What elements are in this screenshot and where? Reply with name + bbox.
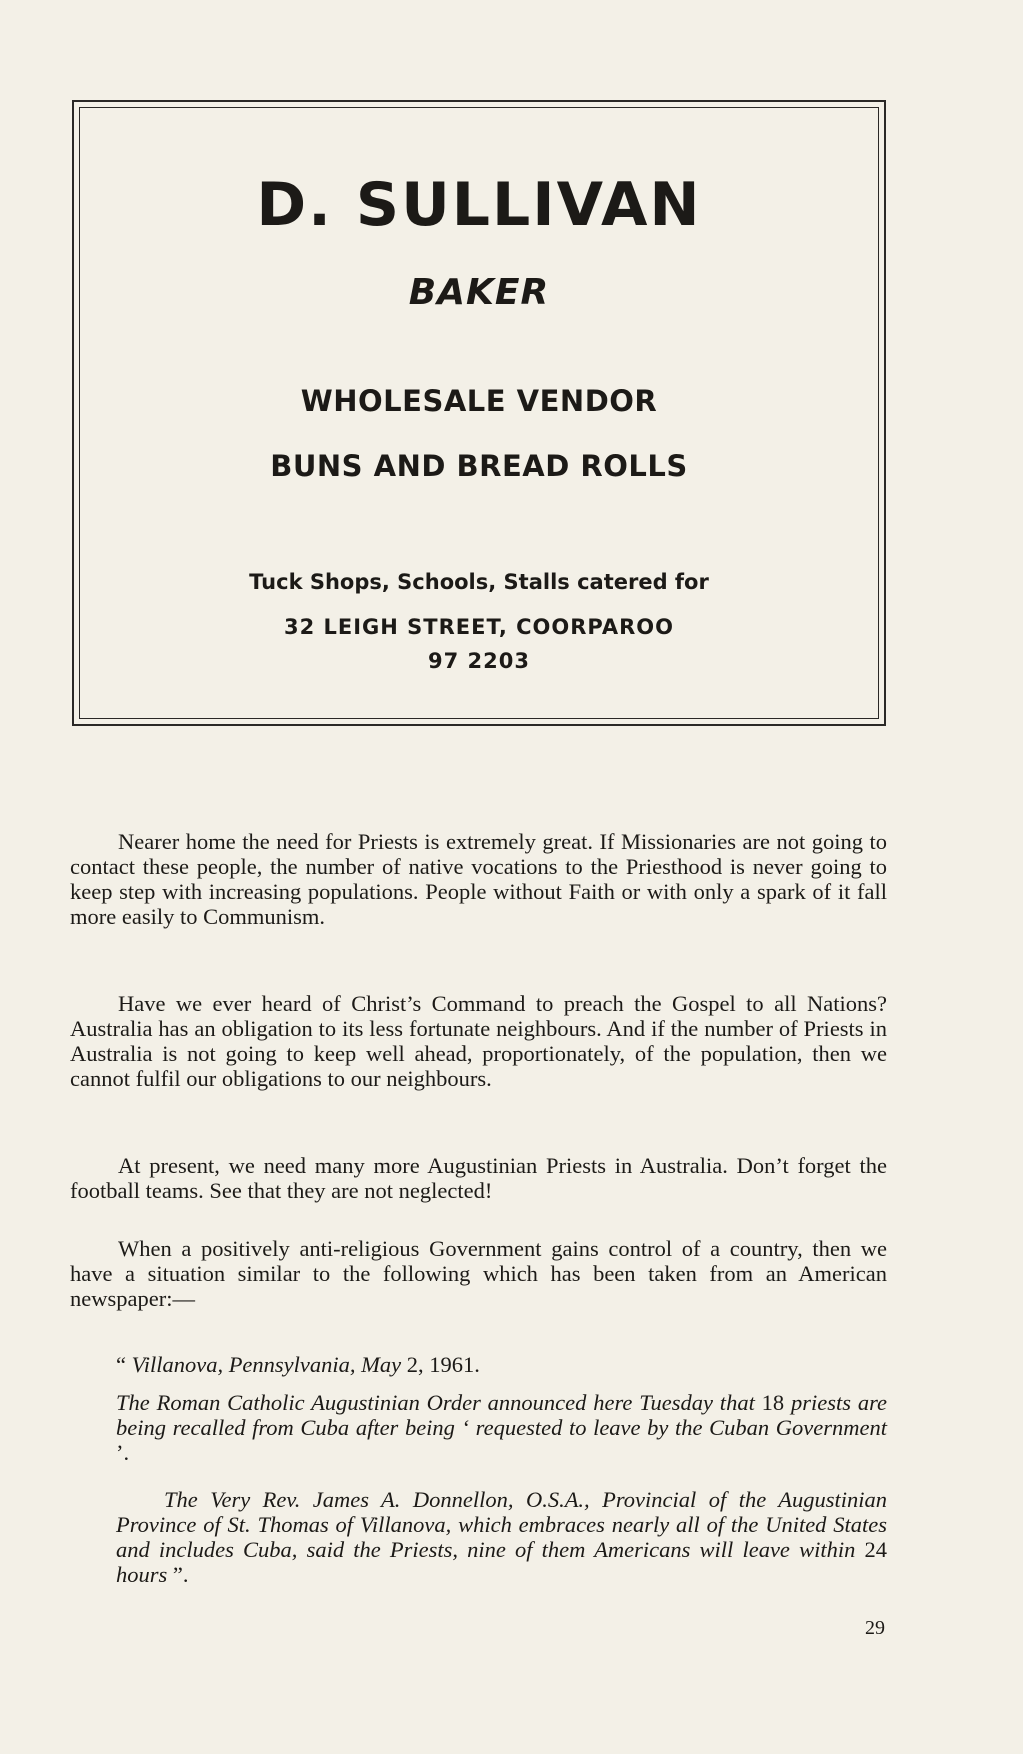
advertiser-name: D. SULLIVAN <box>256 170 702 240</box>
quote-paragraph-provincial: The Very Rev. James A. Donnellon, O.S.A., Provincial of the Augustinian Province of St. Thomas of Villanova, which embraces nearly all of the United States and includes Cuba, said the Priests, nine of them Americans will leave within 24 hours ”. <box>116 1487 887 1587</box>
quote-hours-count: 24 <box>864 1537 887 1562</box>
quote-paragraph-recall: The Roman Catholic Augustinian Order announced here Tuesday that 18 priests are being recalled from Cuba after being ‘ requested to leave by the Cuban Government ’. <box>116 1390 887 1465</box>
quote-dateline <box>116 1352 887 1377</box>
ad-phone: 97 2203 <box>428 649 530 673</box>
advertisement-box <box>72 100 886 726</box>
ad-service-line-2: BUNS AND BREAD ROLLS <box>270 449 688 483</box>
quote-dateline-date: 2, 1961. <box>401 1352 480 1377</box>
ad-service-line-1: WHOLESALE VENDOR <box>300 384 658 418</box>
quote-dateline-place: Villanova, Pennsylvania, May <box>131 1352 402 1377</box>
ad-address: 32 LEIGH STREET, COORPAROO <box>283 615 674 639</box>
paragraph-gospel-command: Have we ever heard of Christ’s Command to preach the Gospel to all Nations? Australia has an obligation to its less fortunate neighbours. And if the number of Priests in Australia is not going to keep well ahead, proportionately, of the population, then we cannot fulfil our obligations to our neighbours. <box>70 991 887 1091</box>
quote-priest-count: 18 <box>761 1390 785 1415</box>
paragraph-anti-religious-government: When a positively anti-religious Government gains control of a country, then we have a situation similar to the following which has been taken from an American newspaper:— <box>70 1236 887 1311</box>
advertiser-trade: BAKER <box>408 272 550 313</box>
paragraph-more-priests: At present, we need many more Augustinian Priests in Australia. Don’t forget the football teams. See that they are not neglected! <box>70 1153 887 1203</box>
quote-open-mark: “ <box>116 1352 132 1377</box>
page-number: 29 <box>865 1617 885 1639</box>
ad-catered-line: Tuck Shops, Schools, Stalls catered for <box>249 570 709 594</box>
paragraph-priest-need: Nearer home the need for Priests is extremely great. If Missionaries are not going to contact these people, the number of native vocations to the Priesthood is never going to keep step with increasing populations. People without Faith or with only a spark of it fall more easily to Communism. <box>70 829 887 929</box>
